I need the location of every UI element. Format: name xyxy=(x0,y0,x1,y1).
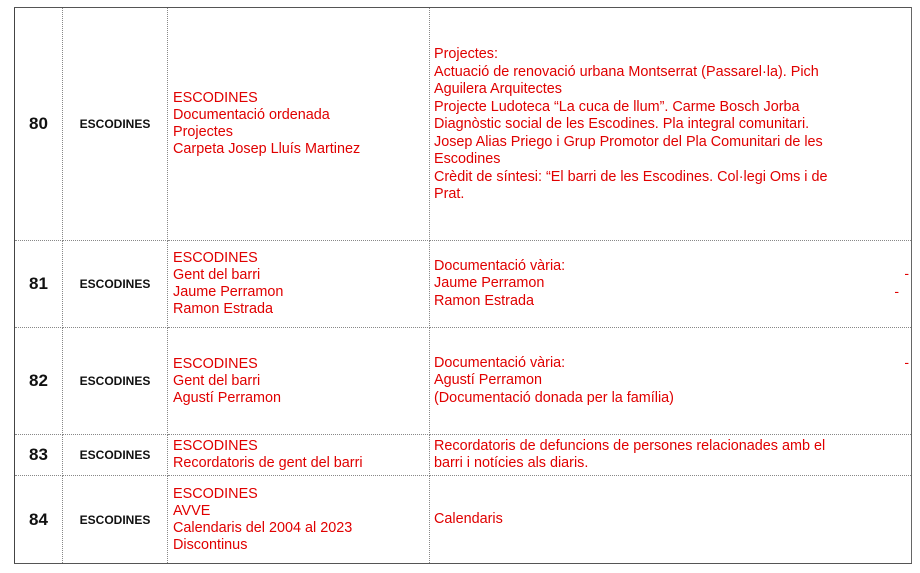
table-row xyxy=(15,241,912,328)
description-line: Projectes xyxy=(173,124,233,140)
overflow-dash: - xyxy=(894,283,899,299)
category-cell[interactable]: ESCODINES xyxy=(63,241,168,328)
row-number-cell[interactable]: 82 xyxy=(15,328,63,435)
row-number-cell[interactable]: 84 xyxy=(15,476,63,564)
detail-line: Jaume Perramon xyxy=(434,275,545,292)
table-row xyxy=(15,476,912,564)
description-line: Ramon Estrada xyxy=(173,301,273,317)
description-line: ESCODINES xyxy=(173,438,258,454)
detail-line: Documentació vària: xyxy=(434,257,566,274)
detail-cell[interactable] xyxy=(430,476,912,564)
category-cell[interactable]: ESCODINES xyxy=(63,476,168,564)
description-line: ESCODINES xyxy=(173,250,258,266)
table-row xyxy=(15,435,912,476)
detail-cell[interactable] xyxy=(430,328,912,435)
description-cell[interactable] xyxy=(168,476,430,564)
detail-line: Aguilera Arquitectes xyxy=(434,81,562,98)
description-line: Documentació ordenada xyxy=(173,107,330,123)
detail-line: Josep Alias Priego i Grup Promotor del Pla Comunitari de les xyxy=(434,133,823,150)
table-row xyxy=(15,328,912,435)
description-line: Discontinus xyxy=(173,536,248,553)
category-cell[interactable]: ESCODINES xyxy=(63,8,168,241)
detail-line: Projecte Ludoteca “La cuca de llum”. Carme Bosch Jorba xyxy=(434,98,800,115)
overflow-dash: - xyxy=(904,354,909,370)
category-cell[interactable]: ESCODINES xyxy=(63,435,168,476)
inventory-table xyxy=(14,7,912,564)
category-cell[interactable]: ESCODINES xyxy=(63,328,168,435)
detail-line: Diagnòstic social de les Escodines. Pla integral comunitari. xyxy=(434,116,810,133)
detail-line: Actuació de renovació urbana Montserrat (Passarel·la). Pich xyxy=(434,63,819,80)
detail-cell[interactable] xyxy=(430,8,912,241)
description-cell[interactable] xyxy=(168,328,430,435)
description-line: Recordatoris de gent del barri xyxy=(173,455,363,471)
description-line: Carpeta Josep Lluís Martinez xyxy=(173,141,361,157)
detail-line: Ramon Estrada xyxy=(434,292,534,309)
overflow-dash: - xyxy=(904,265,909,281)
table-row xyxy=(15,8,912,241)
detail-line: (Documentació donada per la família) xyxy=(434,389,674,406)
detail-line: Projectes: xyxy=(434,46,498,63)
detail-cell[interactable] xyxy=(430,435,912,476)
description-cell[interactable] xyxy=(168,241,430,328)
description-line: ESCODINES xyxy=(173,355,258,372)
row-number-cell[interactable]: 83 xyxy=(15,435,63,476)
detail-line: Escodines xyxy=(434,151,501,168)
description-line: Jaume Perramon xyxy=(173,284,284,300)
description-line: ESCODINES xyxy=(173,90,258,106)
detail-line: barri i notícies als diaris. xyxy=(434,455,589,471)
description-cell[interactable] xyxy=(168,435,430,476)
detail-line: Documentació vària: xyxy=(434,354,566,371)
row-number-cell[interactable]: 80 xyxy=(15,8,63,241)
description-line: AVVE xyxy=(173,502,211,519)
description-cell[interactable] xyxy=(168,8,430,241)
description-line: ESCODINES xyxy=(173,485,258,502)
detail-cell[interactable] xyxy=(430,241,912,328)
detail-line: Agustí Perramon xyxy=(434,372,542,389)
description-line: Gent del barri xyxy=(173,372,261,389)
description-line: Gent del barri xyxy=(173,267,261,283)
detail-line: Calendaris xyxy=(434,510,503,527)
description-line: Calendaris del 2004 al 2023 xyxy=(173,519,353,536)
detail-line: Crèdit de síntesi: “El barri de les Escodines. Col·legi Oms i de xyxy=(434,168,828,185)
row-number-cell[interactable]: 81 xyxy=(15,241,63,328)
detail-line: Recordatoris de defuncions de persones relacionades amb el xyxy=(434,437,826,454)
description-line: Agustí Perramon xyxy=(173,389,281,406)
detail-line: Prat. xyxy=(434,186,465,203)
